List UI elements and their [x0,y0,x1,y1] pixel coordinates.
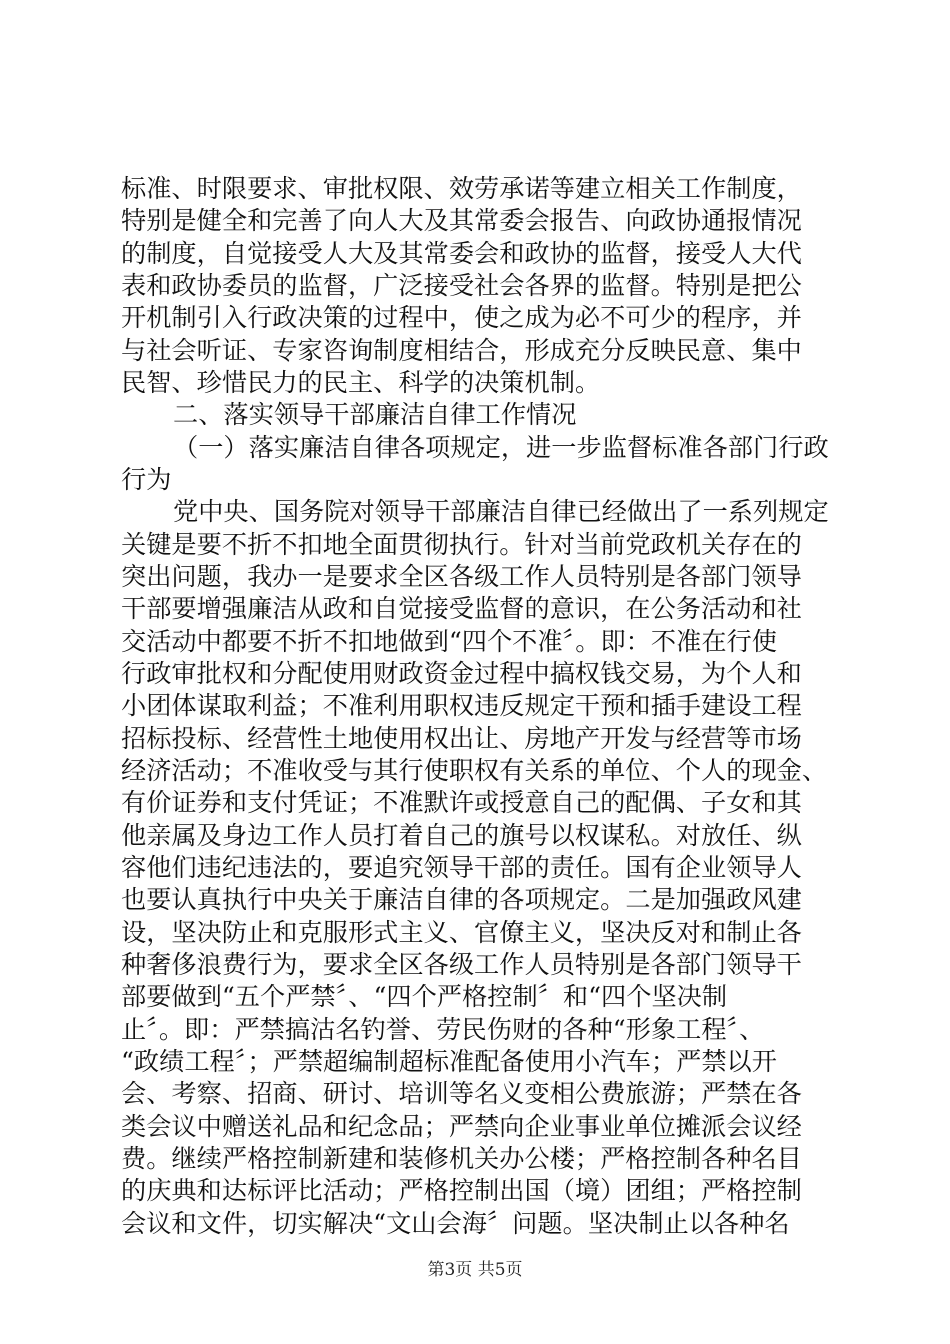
page-footer: 第3页 共5页 [427,1260,523,1280]
text-line: 设，坚决防止和克服形式主义、官僚主义，坚决反对和制止各 [121,917,802,947]
text-line: 党中央、国务院对领导干部廉洁自律已经做出了一系列规定 [173,497,829,527]
text-line: 民智、珍惜民力的民主、科学的决策机制。 [121,368,601,397]
text-line: 交活动中都要不折不扣地做到“四个不准〞。即：不准在行使 [121,626,777,656]
text-line: 会、考察、招商、研讨、培训等名义变相公费旅游；严禁在各 [121,1079,802,1109]
section-heading: 二、落实领导干部廉洁自律工作情况 [173,400,577,430]
text-line: 表和政协委员的监督，广泛接受社会各界的监督。特别是把公 [121,271,802,300]
text-line: 会议和文件，切实解决“文山会海〞问题。坚决制止以各种名 [121,1208,790,1238]
text-line: 与社会听证、专家咨询制度相结合，形成充分反映民意、集中 [121,335,802,365]
text-line: 招标投标、经营性土地使用权出让、房地产开发与经营等市场 [121,723,802,753]
text-line: 干部要增强廉洁从政和自觉接受监督的意识，在公务活动和社 [121,594,802,624]
text-line: 小团体谋取利益；不准利用职权违反规定干预和插手建设工程 [121,691,802,721]
text-line: 部要做到“五个严禁〞、“四个严格控制〞和“四个坚决制 [121,982,728,1012]
text-line: 特别是健全和完善了向人大及其常委会报告、向政协通报情况 [121,206,802,236]
text-line: 止〞。即：严禁搞沽名钓誉、劳民伤财的各种“形象工程〞、 [121,1014,765,1044]
text-line: 的庆典和达标评比活动；严格控制出国（境）团组；严格控制 [121,1176,802,1206]
text-line: 关键是要不折不扣地全面贯彻执行。针对当前党政机关存在的 [121,529,802,559]
text-line: 费。继续严格控制新建和装修机关办公楼；严格控制各种名目 [121,1144,802,1173]
text-line: 行政审批权和分配使用财政资金过程中搞权钱交易，为个人和 [121,659,802,688]
subsection-heading: （一）落实廉洁自律各项规定，进一步监督标准各部门行政 [173,432,829,462]
text-line: 的制度，自觉接受人大及其常委会和政协的监督，接受人大代 [121,238,802,268]
text-line: 标准、时限要求、审批权限、效劳承诺等建立相关工作制度， [121,174,802,203]
text-line: 行为 [121,465,172,494]
text-line: 有价证券和支付凭证；不准默许或授意自己的配偶、子女和其 [121,788,802,818]
text-line: 开机制引入行政决策的过程中，使之成为必不可少的程序，并 [121,303,802,333]
text-line: 他亲属及身边工作人员打着自己的旗号以权谋私。对放任、纵 [121,820,802,850]
text-line: 也要认真执行中央关于廉洁自律的各项规定。二是加强政风建 [121,885,802,915]
text-line: 容他们违纪违法的，要追究领导干部的责任。国有企业领导人 [121,853,802,882]
text-line: 种奢侈浪费行为，要求全区各级工作人员特别是各部门领导干 [121,950,802,979]
text-line: 类会议中赠送礼品和纪念品；严禁向企业事业单位摊派会议经 [121,1111,802,1141]
text-line: “政绩工程〞；严禁超编制超标准配备使用小汽车；严禁以开 [121,1047,777,1076]
text-line: 经济活动；不准收受与其行使职权有关系的单位、个人的现金、 [121,756,828,785]
text-line: 突出问题，我办一是要求全区各级工作人员特别是各部门领导 [121,562,802,591]
